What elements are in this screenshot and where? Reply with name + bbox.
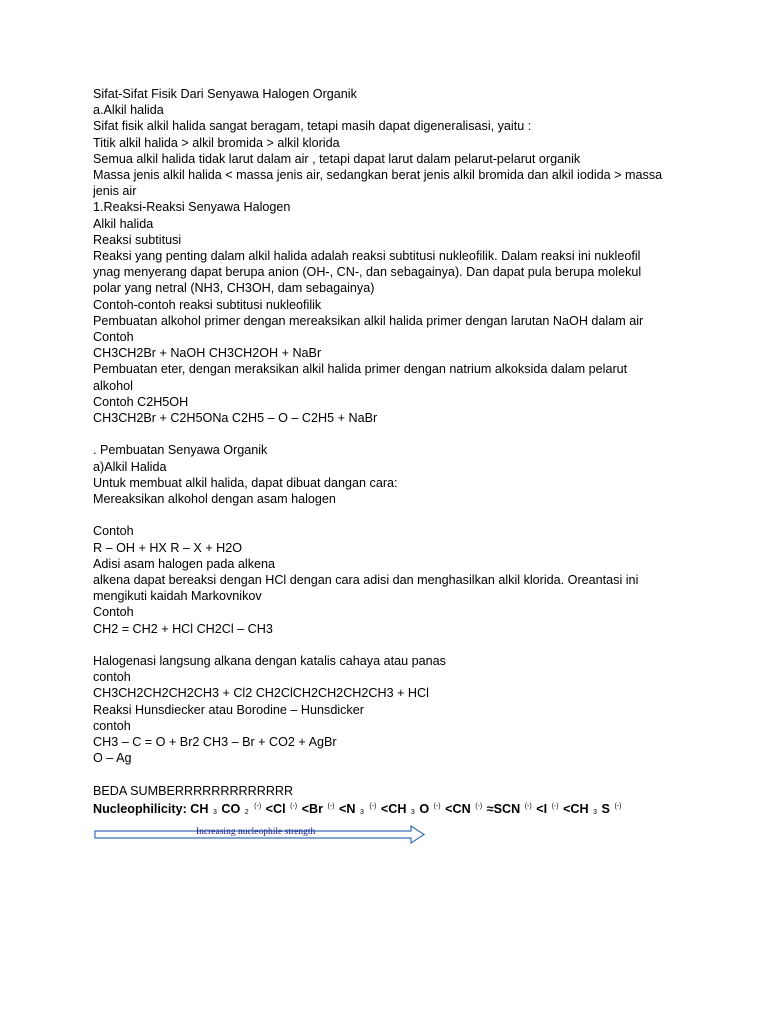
nucleophile-species: CH $_3$ S (-) — [570, 801, 622, 816]
blank-line — [93, 426, 683, 442]
text-line: mengikuti kaidah Markovnikov — [93, 589, 262, 604]
text-line: CH3CH2CH2CH2CH3 + Cl2 CH2ClCH2CH2CH2CH3 + HCl — [93, 686, 429, 701]
text-line: R – OH + HX R – X + H2O — [93, 540, 243, 555]
text-line: ynag menyerang dapat berupa anion (OH-, CN-, dan sebagainya). Dan dapat pula berupa molekul — [93, 265, 642, 280]
nucleophile-species: CH $_3$ O (-) — [388, 801, 441, 816]
text-line: Reaksi Hunsdiecker atau Borodine – Hunsdicker — [93, 702, 364, 717]
text-line: Reaksi yang penting dalam alkil halida adalah reaksi subtitusi nukleofilik. Dalam reaksi ini nukleofil — [93, 249, 641, 264]
text-line: Adisi asam halogen pada alkena — [93, 556, 276, 571]
nucleophile-species: Cl (-) — [273, 801, 298, 816]
text-line: jenis air — [93, 184, 137, 199]
text-line: a)Alkil Halida — [93, 459, 167, 474]
text-line: CH3 – C = O + Br2 CH3 – Br + CO2 + AgBr — [93, 735, 337, 750]
text-line: contoh — [93, 718, 131, 733]
relation-symbol: < — [265, 801, 274, 816]
text-line: alkohol — [93, 378, 133, 393]
nucleophilicity-label: Nucleophilicity: — [93, 801, 187, 816]
blank-line — [93, 637, 683, 653]
text-line: Contoh — [93, 605, 134, 620]
nucleophilicity-series — [93, 799, 683, 821]
text-line: Semua alkil halida tidak larut dalam air , tetapi dapat larut dalam pelarut-pelarut organik — [93, 151, 581, 166]
nucleophile-species: Br (-) — [308, 801, 335, 816]
text-line: Sifat fisik alkil halida sangat beragam, tetapi masih dapat digeneralisasi, yaitu : — [93, 119, 532, 134]
nucleophile-species: N $_3$ (-) — [346, 801, 377, 816]
text-line: Pembuatan alkohol primer dengan mereaksikan alkil halida primer dengan larutan NaOH dalam air — [93, 313, 644, 328]
relation-symbol: ≈ — [486, 801, 494, 816]
text-line: CH3CH2Br + NaOH CH3CH2OH + NaBr — [93, 346, 322, 361]
text-line: CH3CH2Br + C2H5ONa C2H5 – O – C2H5 + NaBr — [93, 411, 378, 426]
relation-symbol: < — [445, 801, 453, 816]
document-body — [93, 86, 683, 821]
text-line: Titik alkil halida > alkil bromida > alkil klorida — [93, 135, 340, 150]
text-line: Untuk membuat alkil halida, dapat dibuat dangan cara: — [93, 475, 398, 490]
relation-symbol: < — [338, 801, 347, 816]
text-line: Contoh-contoh reaksi subtitusi nukleofilik — [93, 297, 322, 312]
relation-symbol: < — [380, 801, 389, 816]
text-line: Mereaksikan alkohol dengan asam halogen — [93, 492, 336, 507]
nucleophile-strength-arrow — [93, 824, 429, 846]
text-line: O – Ag — [93, 751, 132, 766]
text-line: 1.Reaksi-Reaksi Senyawa Halogen — [93, 200, 291, 215]
text-line: Contoh — [93, 330, 134, 345]
text-line: contoh — [93, 670, 131, 685]
text-line: Halogenasi langsung alkana dengan katalis cahaya atau panas — [93, 654, 446, 669]
text-line: . Pembuatan Senyawa Organik — [93, 443, 268, 458]
text-line: Massa jenis alkil halida < massa jenis air, sedangkan berat jenis alkil bromida dan alkil iodida > massa — [93, 168, 663, 183]
nucleophile-species: I (-) — [543, 801, 559, 816]
text-line: Reaksi subtitusi — [93, 232, 182, 247]
text-line: Sifat-Sifat Fisik Dari Senyawa Halogen Organik — [93, 87, 357, 101]
text-line: Contoh C2H5OH — [93, 394, 189, 409]
text-line: Pembuatan eter, dengan meraksikan alkil halida primer dengan natrium alkoksida dalam pelarut — [93, 362, 628, 377]
relation-symbol: < — [563, 801, 571, 816]
text-line: polar yang netral (NH3, CH3OH, dam sebagainya) — [93, 281, 375, 296]
relation-symbol: < — [536, 801, 544, 816]
nucleophile-species: SCN (-) — [493, 801, 532, 816]
text-line: Alkil halida — [93, 216, 154, 231]
blank-line — [93, 766, 683, 782]
text-line: alkena dapat bereaksi dengan HCl dengan cara adisi dan menghasilkan alkil klorida. Oreantasi ini — [93, 573, 639, 588]
text-line: Contoh — [93, 524, 134, 539]
text-line: a.Alkil halida — [93, 103, 164, 118]
relation-symbol: < — [301, 801, 309, 816]
blank-line — [93, 507, 683, 523]
nucleophile-species: CH $_3$ CO $_2$ (-) — [190, 801, 262, 816]
text-line: BEDA SUMBERRRRRRRRRRRRR — [93, 783, 294, 798]
arrow-caption: Increasing nucleophile strength — [196, 827, 316, 837]
nucleophile-species: CN (-) — [452, 801, 483, 816]
text-line: CH2 = CH2 + HCl CH2Cl – CH3 — [93, 621, 273, 636]
